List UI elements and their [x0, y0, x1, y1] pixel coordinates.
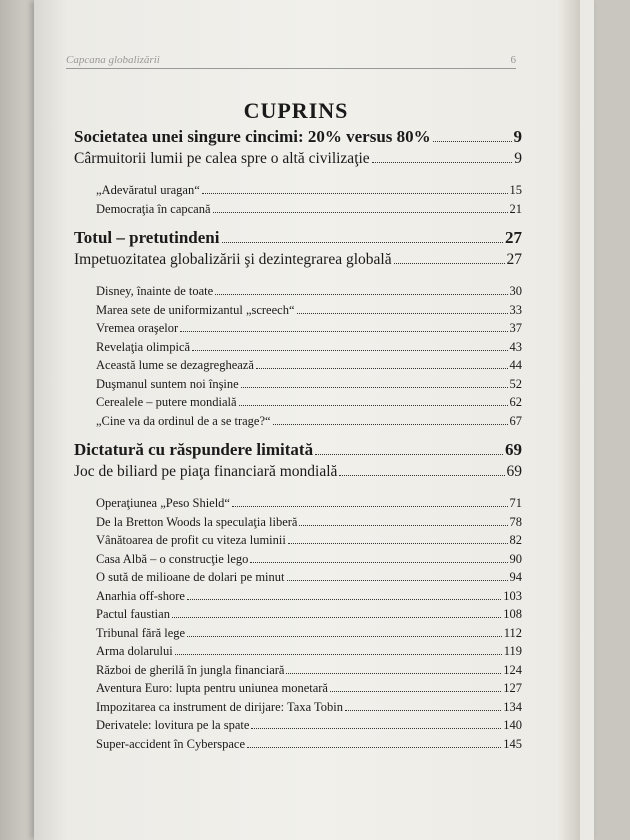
dot-leader [315, 439, 503, 455]
dot-leader [187, 588, 501, 600]
toc-item [74, 357, 522, 376]
dot-leader [286, 662, 501, 674]
spacer [74, 483, 522, 495]
entry-page-number: 82 [509, 533, 522, 548]
toc-item [74, 514, 522, 533]
entry-title: Această lume se dezagreghează [96, 358, 254, 373]
entry-title: Revelaţia olimpică [96, 339, 191, 354]
section-heading [74, 126, 522, 148]
dot-leader [202, 182, 508, 194]
entry-title: De la Bretton Woods la speculaţia liberă [96, 514, 298, 529]
entry-page-number: 124 [503, 662, 522, 677]
toc-item [74, 625, 522, 644]
toc-item [74, 736, 522, 755]
entry-title: Joc de biliard pe piaţa financiară mondială [74, 462, 338, 480]
entry-title: Anarhia off-shore [96, 588, 185, 603]
entry-page-number: 119 [503, 644, 522, 659]
entry-page-number: 127 [503, 681, 522, 696]
toc-item [74, 376, 522, 395]
toc-item [74, 643, 522, 662]
dot-leader [273, 413, 508, 425]
entry-page-number: 112 [503, 625, 522, 640]
section-heading [74, 227, 522, 249]
entry-page-number: 62 [509, 395, 522, 410]
dot-leader [251, 717, 501, 729]
entry-page-number: 15 [509, 183, 522, 198]
dot-leader [256, 357, 508, 369]
entry-page-number: 67 [509, 413, 522, 428]
entry-page-number: 9 [513, 127, 522, 147]
toc-item [74, 569, 522, 588]
entry-title: Democraţia în capcană [96, 201, 211, 216]
entry-page-number: 134 [503, 699, 522, 714]
section-heading [74, 439, 522, 461]
dot-leader [288, 532, 508, 544]
entry-page-number: 69 [506, 462, 522, 480]
entry-title: O sută de milioane de dolari pe minut [96, 570, 285, 585]
entry-title: Vremea oraşelor [96, 321, 179, 336]
entry-title: Societatea unei singure cincimi: 20% versus 80% [74, 127, 431, 147]
toc-item [74, 283, 522, 302]
dot-leader [241, 376, 508, 388]
dot-leader [232, 495, 508, 507]
spacer [74, 170, 522, 182]
entry-page-number: 69 [505, 440, 522, 460]
toc-item [74, 662, 522, 681]
toc-item [74, 699, 522, 718]
entry-page-number: 27 [506, 250, 522, 268]
entry-title: Totul – pretutindeni [74, 228, 220, 248]
dot-leader [222, 227, 504, 243]
entry-title: Operaţiunea „Peso Shield“ [96, 496, 230, 511]
section-subheading [74, 249, 522, 271]
entry-page-number: 27 [505, 228, 522, 248]
entry-page-number: 9 [514, 149, 522, 167]
entry-page-number: 43 [509, 339, 522, 354]
toc-item [74, 588, 522, 607]
entry-page-number: 71 [509, 496, 522, 511]
entry-page-number: 108 [503, 607, 522, 622]
entry-page-number: 103 [503, 588, 522, 603]
toc-item [74, 680, 522, 699]
spacer [74, 219, 522, 227]
entry-page-number: 30 [509, 284, 522, 299]
dot-leader [250, 551, 507, 563]
table-of-contents [74, 126, 522, 754]
section-subheading [74, 148, 522, 170]
page-title: CUPRINS [243, 98, 349, 123]
section-subheading [74, 461, 522, 483]
entry-title: „Cine va da ordinul de a se trage?“ [96, 413, 271, 428]
entry-title: Cerealele – putere mondială [96, 395, 237, 410]
entry-title: Marea sete de uniformizantul „screech“ [96, 302, 295, 317]
entry-page-number: 21 [509, 201, 522, 216]
dot-leader [372, 148, 513, 163]
toc-item [74, 495, 522, 514]
dot-leader [394, 249, 505, 264]
entry-page-number: 140 [503, 718, 522, 733]
entry-title: Dictatură cu răspundere limitată [74, 440, 314, 460]
entry-page-number: 44 [509, 358, 522, 373]
entry-title: Casa Albă – o construcţie lego [96, 551, 249, 566]
dot-leader [247, 736, 501, 748]
entry-page-number: 37 [509, 321, 522, 336]
toc-item [74, 717, 522, 736]
toc-item [74, 201, 522, 220]
entry-page-number: 52 [509, 376, 522, 391]
entry-title: Tribunal fără lege [96, 625, 186, 640]
page-gutter [558, 0, 580, 840]
entry-title: Impozitarea ca instrument de dirijare: Taxa Tobin [96, 699, 344, 714]
entry-page-number: 145 [503, 736, 522, 751]
dot-leader [180, 320, 507, 332]
dot-leader [187, 625, 502, 637]
dot-leader [215, 283, 507, 295]
toc-item [74, 320, 522, 339]
dot-leader [433, 126, 512, 142]
entry-title: Disney, înainte de toate [96, 284, 214, 299]
entry-title: „Adevăratul uragan“ [96, 183, 200, 198]
dot-leader [299, 514, 507, 526]
entry-page-number: 78 [509, 514, 522, 529]
dot-leader [345, 699, 501, 711]
entry-title: Vânătoarea de profit cu viteza luminii [96, 533, 286, 548]
toc-item [74, 302, 522, 321]
toc-item [74, 394, 522, 413]
dot-leader [330, 680, 501, 692]
entry-title: Impetuozitatea globalizării şi dezintegrarea globală [74, 250, 392, 268]
entry-page-number: 33 [509, 302, 522, 317]
dot-leader [297, 302, 508, 314]
entry-title: Arma dolarului [96, 644, 173, 659]
running-title: Capcana globalizării [66, 54, 160, 66]
entry-title: Război de gherilă în jungla financiară [96, 662, 285, 677]
dot-leader [192, 339, 507, 351]
dot-leader [172, 606, 501, 618]
entry-title: Duşmanul suntem noi înşine [96, 376, 239, 391]
entry-title: Derivatele: lovitura pe la spate [96, 718, 250, 733]
dot-leader [287, 569, 508, 581]
running-header [66, 54, 516, 69]
entry-title: Super-accident în Cyberspace [96, 736, 245, 751]
toc-item [74, 413, 522, 432]
book-edge [0, 0, 34, 840]
toc-item [74, 339, 522, 358]
toc-item [74, 551, 522, 570]
toc-item [74, 182, 522, 201]
entry-page-number: 94 [509, 570, 522, 585]
dot-leader [339, 461, 504, 476]
dot-leader [175, 643, 502, 655]
page-number: 6 [510, 54, 516, 66]
spacer [74, 271, 522, 283]
dot-leader [239, 394, 508, 406]
toc-item [74, 606, 522, 625]
toc-item [74, 532, 522, 551]
spacer [74, 431, 522, 439]
entry-title: Aventura Euro: lupta pentru uniunea monetară [96, 681, 328, 696]
entry-title: Pactul faustian [96, 607, 170, 622]
dot-leader [213, 201, 508, 213]
entry-title: Cârmuitorii lumii pe calea spre o altă civilizaţie [74, 149, 370, 167]
entry-page-number: 90 [509, 551, 522, 566]
